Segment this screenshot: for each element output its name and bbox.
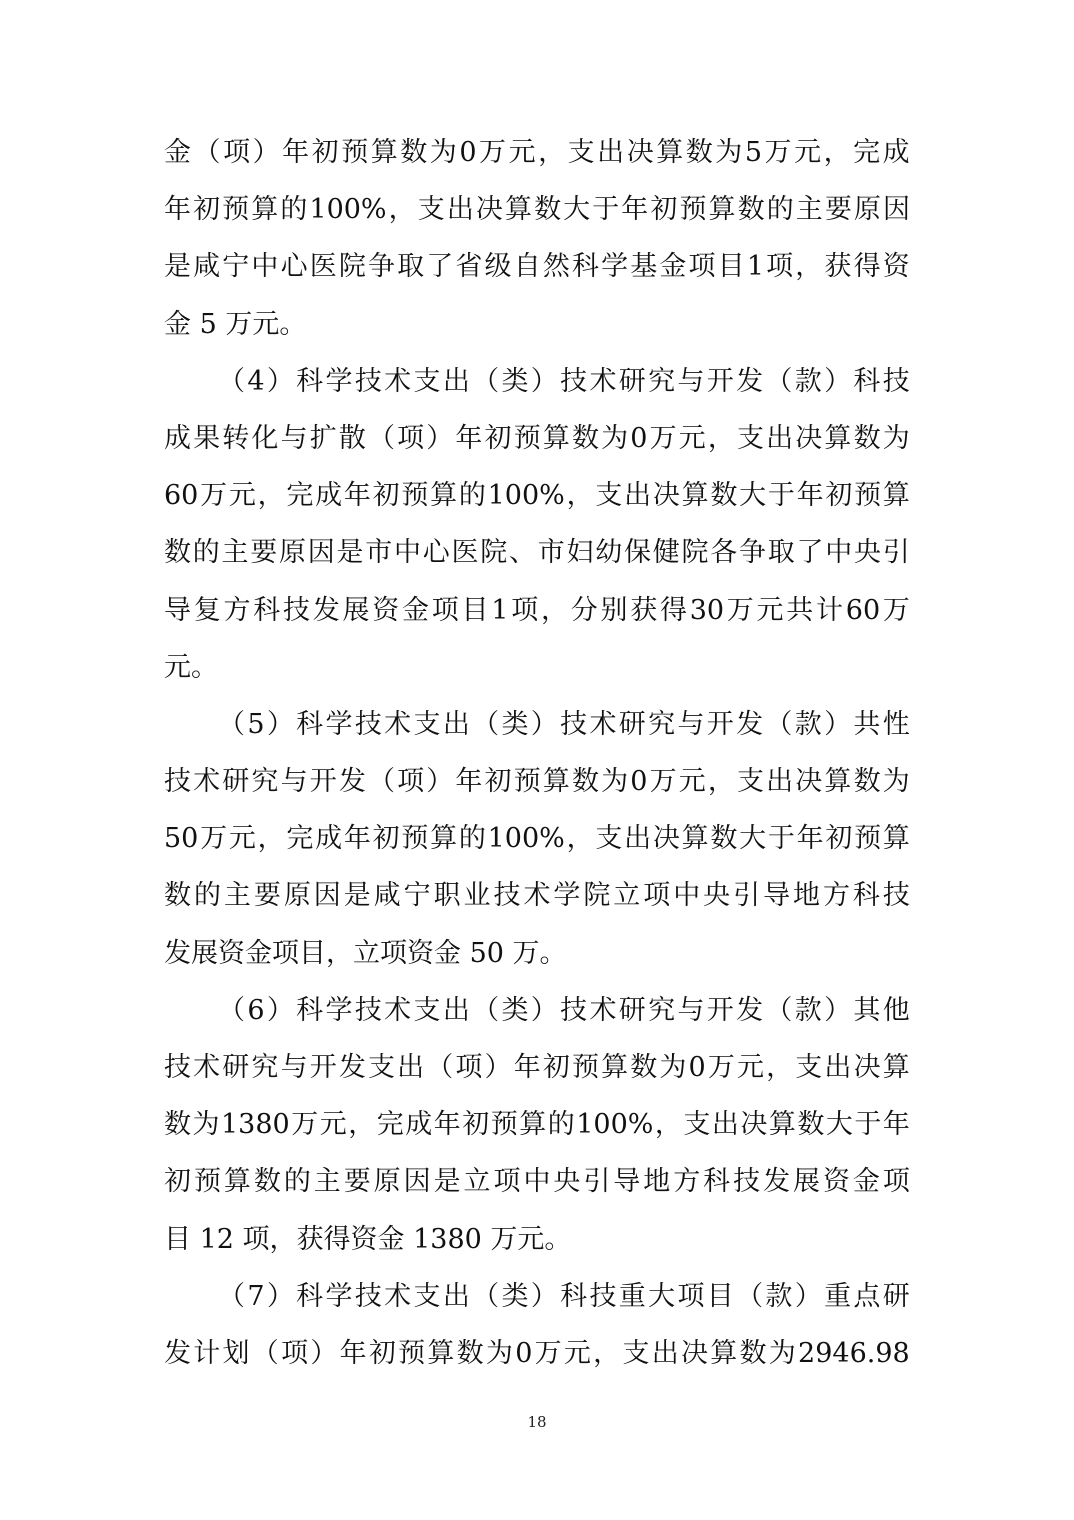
text-line: 发展资金项目，立项资金 50 万。 bbox=[164, 937, 567, 969]
text-line: 金 5 万元。 bbox=[164, 308, 307, 340]
text-line: 初 预 算 数 的 主 要 原 因 是 立 项 中 央 引 导 地 方 科 技 发 展 资 金 项 bbox=[164, 1166, 910, 1198]
text-line: 数 的 主 要 原 因 是 市 中 心 医 院 、 市 妇 幼 保 健 院 各 争 取 了 中 央 引 bbox=[164, 537, 910, 569]
text-line: （ 5 ） 科 学 技 术 支 出 （ 类 ） 技 术 研 究 与 开 发 （ 款 ） 共 性 bbox=[218, 708, 910, 740]
text-line: 50 万 元 ， 完 成 年 初 预 算 的 100% ， 支 出 决 算 数 大 于 年 初 预 算 bbox=[164, 823, 910, 855]
text-line: （ 4 ） 科 学 技 术 支 出 （ 类 ） 技 术 研 究 与 开 发 （ 款 ） 科 技 bbox=[218, 365, 910, 397]
text-line: （ 7 ） 科 学 技 术 支 出 （ 类 ） 科 技 重 大 项 目 （ 款 ） 重 点 研 bbox=[218, 1280, 910, 1312]
text-line: 元。 bbox=[164, 651, 218, 683]
text-line: 数 为 1380 万 元 ， 完 成 年 初 预 算 的 100% ， 支 出 决 算 数 大 于 年 bbox=[164, 1109, 910, 1141]
text-line: （ 6 ） 科 学 技 术 支 出 （ 类 ） 技 术 研 究 与 开 发 （ 款 ） 其 他 bbox=[218, 994, 910, 1026]
text-line: 发 计 划 （ 项 ） 年 初 预 算 数 为 0 万 元 ， 支 出 决 算 数 为 2946.98 bbox=[164, 1337, 910, 1369]
text-line: 成 果 转 化 与 扩 散 （ 项 ） 年 初 预 算 数 为 0 万 元 ， 支 出 决 算 数 为 bbox=[164, 422, 910, 454]
text-line: 导 复 方 科 技 发 展 资 金 项 目 1 项 ， 分 别 获 得 30 万 元 共 计 60 万 bbox=[164, 594, 910, 626]
text-line: 是 咸 宁 中 心 医 院 争 取 了 省 级 自 然 科 学 基 金 项 目 1 项 ， 获 得 资 bbox=[164, 251, 910, 283]
body-text bbox=[164, 124, 910, 1382]
text-line: 技 术 研 究 与 开 发 支 出 （ 项 ） 年 初 预 算 数 为 0 万 元 ， 支 出 决 算 bbox=[164, 1052, 910, 1083]
text-line: 金 （ 项 ） 年 初 预 算 数 为 0 万 元 ， 支 出 决 算 数 为 5 万 元 ， 完 成 bbox=[164, 137, 910, 168]
text-line: 目 12 项，获得资金 1380 万元。 bbox=[164, 1223, 572, 1255]
text-line: 技 术 研 究 与 开 发 （ 项 ） 年 初 预 算 数 为 0 万 元 ， 支 出 决 算 数 为 bbox=[164, 766, 910, 798]
text-line: 60 万 元 ， 完 成 年 初 预 算 的 100% ， 支 出 决 算 数 大 于 年 初 预 算 bbox=[164, 480, 910, 512]
page-number: 18 bbox=[527, 1413, 547, 1431]
text-line: 年 初 预 算 的 100% ， 支 出 决 算 数 大 于 年 初 预 算 数 的 主 要 原 因 bbox=[164, 194, 910, 226]
text-line: 数 的 主 要 原 因 是 咸 宁 职 业 技 术 学 院 立 项 中 央 引 导 地 方 科 技 bbox=[164, 880, 910, 912]
